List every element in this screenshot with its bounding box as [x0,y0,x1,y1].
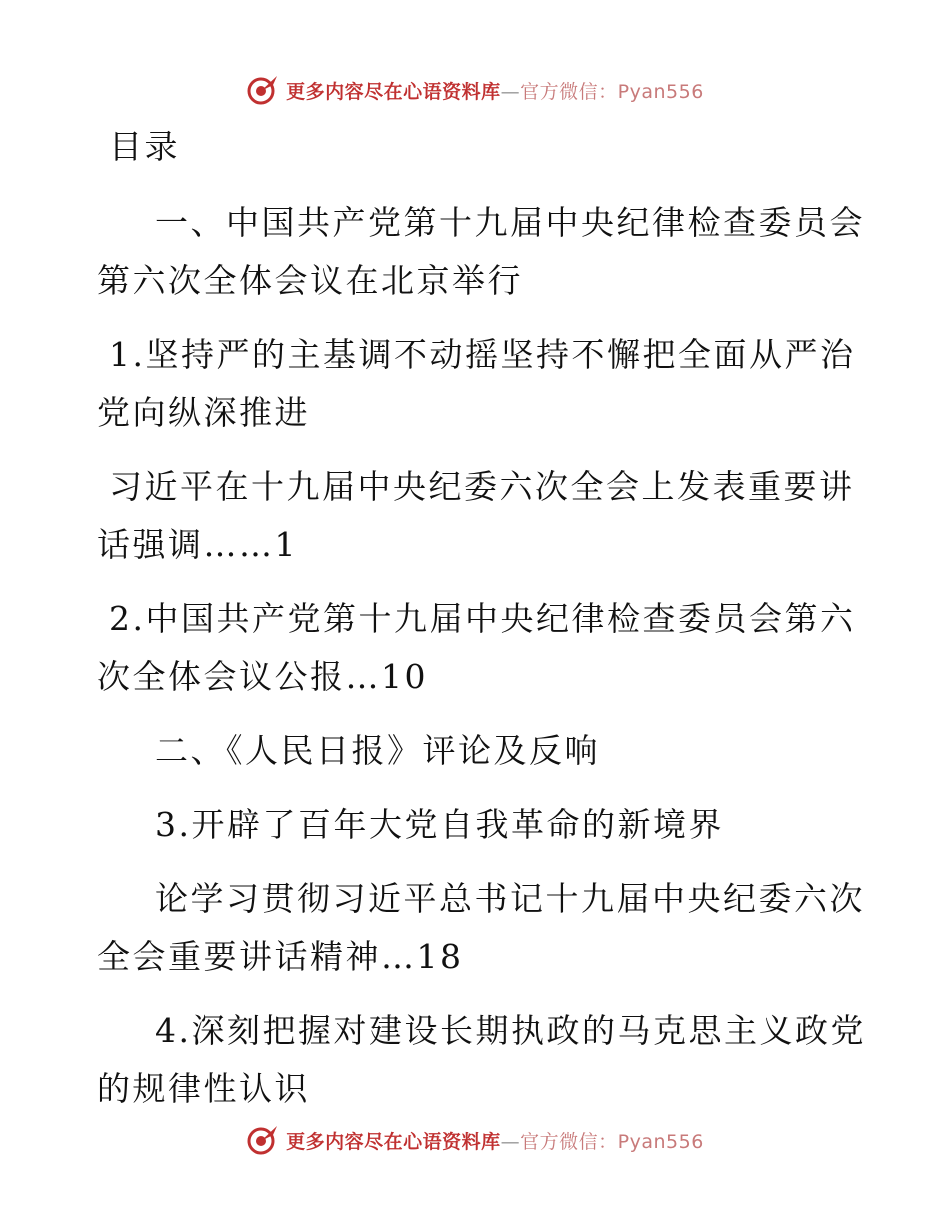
toc-line: 一、中国共产党第十九届中央纪律检查委员会 [155,203,865,242]
quill-logo-icon [246,73,280,107]
toc-line: 的规律性认识 [97,1069,310,1108]
watermark-contact: 官方微信：Pyan556 [520,1130,704,1153]
toc-line: 3.开辟了百年大党自我革命的新境界 [155,805,724,844]
toc-line: 党向纵深推进 [97,393,310,432]
toc-line: 4.深刻把握对建设长期执政的马克思主义政党 [155,1011,866,1050]
toc-line: 第六次全体会议在北京举行 [97,261,523,300]
toc-section [97,194,865,310]
toc-line: 全会重要讲话精神…18 [97,937,464,976]
toc-section [97,722,837,780]
toc-section [97,870,865,986]
toc-section [97,590,856,706]
watermark-text [286,77,704,104]
header-watermark [0,70,950,110]
toc-section [97,458,855,574]
toc-line: 2.中国共产党第十九届中央纪律检查委员会第六 [109,599,856,638]
toc-line: 论学习贯彻习近平总书记十九届中央纪委六次 [155,879,865,918]
watermark-contact: 官方微信：Pyan556 [520,80,704,103]
toc-line: 习近平在十九届中央纪委六次全会上发表重要讲 [109,467,855,506]
watermark-separator: — [500,1130,521,1153]
toc-line: 1.坚持严的主基调不动摇坚持不懈把全面从严治 [109,335,856,374]
toc-line: 话强调……1 [97,525,298,564]
toc-section [97,1002,866,1118]
toc-heading: 目录 [109,127,180,166]
watermark-brand: 更多内容尽在心语资料库 [286,80,501,103]
quill-logo-icon [246,1123,280,1157]
watermark-brand: 更多内容尽在心语资料库 [286,1130,501,1153]
table-of-contents [97,118,866,1118]
watermark-separator: — [500,80,521,103]
footer-watermark [0,1120,950,1160]
toc-section [97,326,856,442]
toc-line: 次全体会议公报…10 [97,657,428,696]
toc-line: 二、《人民日报》评论及反响 [155,731,600,770]
watermark-text [286,1127,704,1154]
toc-section [97,796,837,854]
